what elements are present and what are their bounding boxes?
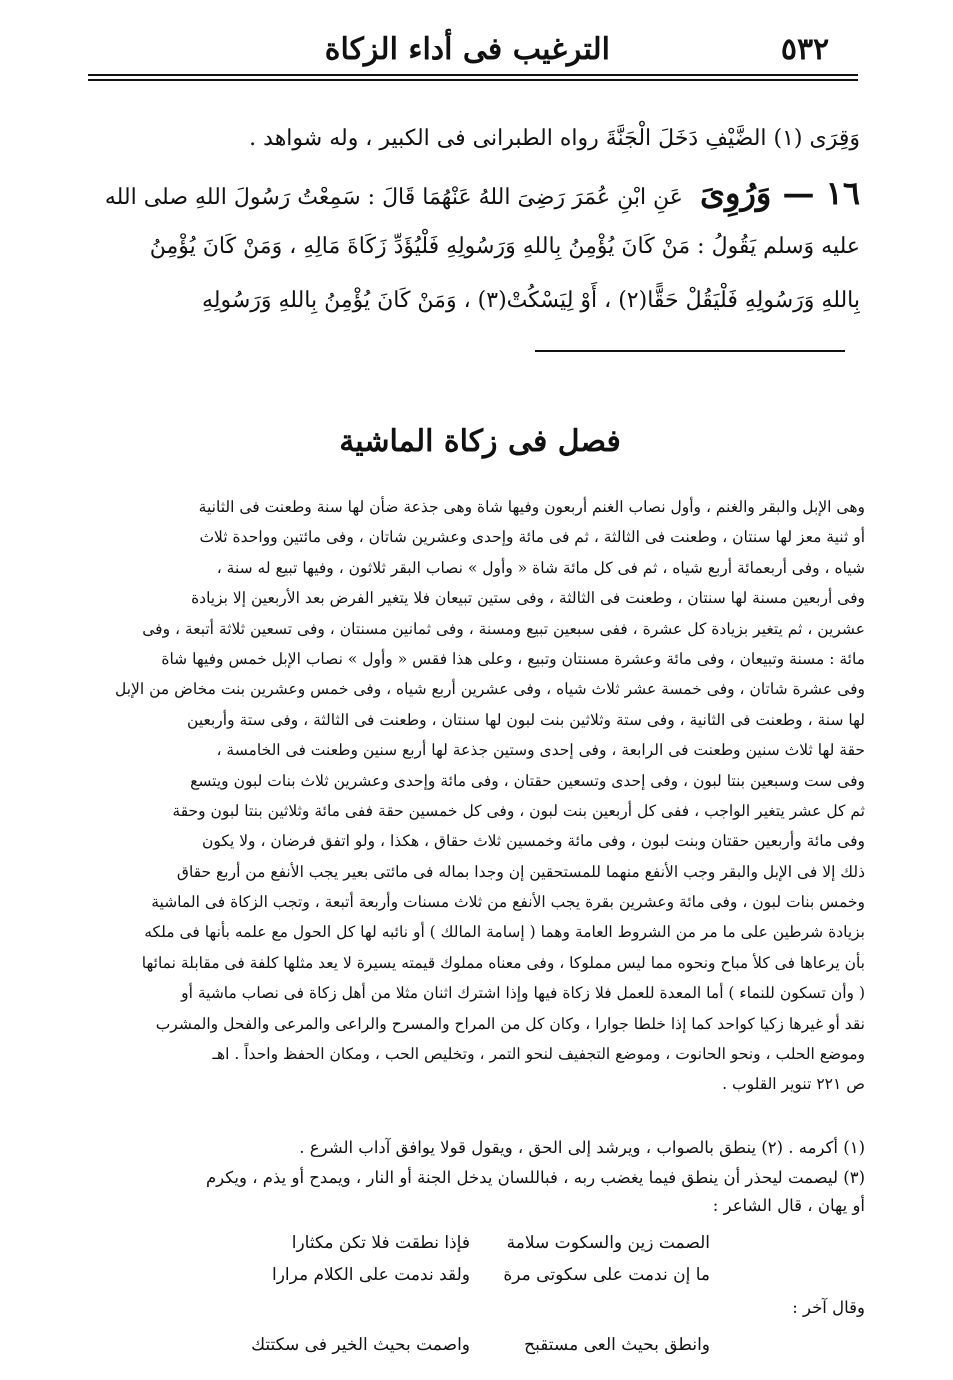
poem-verse-right: وانطق بحيث العى مستقبح bbox=[524, 1335, 710, 1355]
notes-line: بأن يرعاها فى كلأ مباح ونحوه مما ليس مملوكا ، وفى معناه مملوك قيمته يسيرة لا يعد مثلها كلفة فى مقابلة نمائها bbox=[141, 953, 865, 972]
notes-line: ( وأن تسكون للنماء ) أما المعدة للعمل فلا زكاة فيها وإذا اشترك اثنان مثلا من أهل زكاة فى نصاب ماشية أو bbox=[181, 984, 865, 1003]
notes-line: أو ثنية معز لها سنتان ، وطعنت فى الثالثة ، ثم فى مائة وإحدى وعشرين شاتان ، وفى مائتين وواحدة ثلاث bbox=[199, 528, 865, 547]
notes-line: وفى عشرة شاتان ، وفى خمسة عشر ثلاث شياه ، وفى عشرين أربع شياه ، وفى خمس وعشرين بنت مخاض من الإبل bbox=[115, 680, 865, 699]
another-poet-label: وقال آخر : bbox=[792, 1298, 865, 1317]
notes-line: شياه ، وفى أربعمائة أربع شياه ، ثم فى كل مائة شاة « وأول » نصاب البقر ثلاثون ، وفيها تبيع له سنة ، bbox=[216, 558, 865, 577]
footnote-3: (٣) ليصمت ليحذر أن ينطق فيما يغضب ربه ، فباللسان يدخل الجنة أو النار ، ويمدح أو يذم ، ويكرم bbox=[205, 1168, 865, 1187]
poem-verse-left: فإذا نطقت فلا تكن مكثارا bbox=[291, 1233, 470, 1253]
poem-verse-left: واصمت بحيث الخير فى سكتتك bbox=[251, 1335, 470, 1355]
notes-line: عشرين ، ثم يتغير بزيادة كل عشرة ، ففى سبعين تبيع ومسنة ، وفى ثمانين مسنتان ، وفى تسعين ثلاثة أتبعة ، وفى bbox=[142, 619, 865, 638]
page-number: ٥٣٢ bbox=[780, 32, 830, 67]
hadith-block bbox=[100, 112, 860, 328]
notes-line: مائة : مسنة وتبيعان ، وفى مائة وعشرة مسنتان وتبيع ، وعلى هذا فقس « وأول » نصاب الإبل خمس وفيها شاة bbox=[161, 649, 865, 668]
section-title: فصل فى زكاة الماشية bbox=[339, 424, 621, 459]
hadith-line: بِاللهِ وَرَسُولِهِ فَلْيَقُلْ حَقًّا(٢) ، أَوْ لِيَسْكُتْ(٣) ، وَمَنْ كَانَ يُؤْمِنُ بِاللهِ وَرَسُولِهِ bbox=[201, 288, 860, 313]
notes-line: لها سنة ، وطعنت فى الثانية ، وفى ستة وثلاثين بنت لبون لها سنتان ، وطعنت فى الثالثة ، وفى ستة وأربعين bbox=[187, 710, 865, 729]
notes-line: ذلك إلا فى الإبل والبقر وجب الأنفع منهما للمستحقين إن وجدا بماله فى مائتى بعير يجب الأنفع من أربع حقاق bbox=[176, 862, 865, 881]
poem-verse-right: ما إن ندمت على سكوتى مرة bbox=[503, 1265, 710, 1285]
hadith-line: وَقِرَى (١) الضَّيْفِ دَخَلَ الْجَنَّةَ رواه الطبرانى فى الكبير ، وله شواهد . bbox=[249, 126, 860, 151]
running-title: الترغيب فى أداء الزكاة bbox=[324, 32, 610, 67]
footnote-3-continued: أو يهان ، قال الشاعر : bbox=[712, 1196, 865, 1215]
notes-line: نقد أو غيرها زكيا كواحد كما إذا خلطا جوارا ، وكان كل من المراح والمسرح والراعى والمرعى والفحل والمشرب bbox=[155, 1014, 865, 1033]
notes-line: وفى ست وسبعين بنتا لبون ، وفى إحدى وتسعين حقتان ، وفى مائة وإحدى وعشرين ثلاث بنات لبون ويتسع bbox=[190, 771, 865, 790]
notes-line: حقة لها ثلاث سنين وطعنت فى الرابعة ، وفى إحدى وستين جذعة لها أربع سنين وطعنت فى الخامسة ، bbox=[216, 741, 865, 760]
notes-line: وهى الإبل والبقر والغنم ، وأول نصاب الغنم أربعون وفيها شاة وهى جذعة ضأن لها سنة وطعنت فى الثانية bbox=[198, 498, 865, 516]
notes-block bbox=[95, 492, 865, 1100]
hadith-number: ١٦ — وَرُوِىَ bbox=[699, 174, 860, 212]
notes-line: ثم كل عشر يتغير الواجب ، ففى كل أربعين بنت لبون ، وفى كل خمسين حقة ففى مائة وثلاثين بنتا لبون وحقة bbox=[172, 801, 865, 820]
hadith-line bbox=[100, 166, 860, 220]
notes-line: وفى مائة وأربعين حقتان وبنت لبون ، وفى مائة وخمسين ثلاث حقاق ، هكذا ، ولو اتفق فرضان ، ولا يكون bbox=[202, 832, 865, 851]
notes-line: وموضع الحلب ، ونحو الحانوت ، وموضع التجفيف لنحو التمر ، وتخليص الحب ، ومكان الحفظ واحداً . اهـ bbox=[212, 1045, 865, 1064]
header-rule-bottom bbox=[88, 79, 858, 81]
notes-line: ص ٢٢١ تنوير القلوب . bbox=[722, 1075, 865, 1094]
hadith-line: عليه وَسلم يَقُولُ : مَنْ كَانَ يُؤْمِنُ بِاللهِ وَرَسُولِهِ فَلْيُؤَدِّ زَكَاةَ مَالِهِ ، وَمَنْ كَانَ يُؤْمِنُ bbox=[149, 234, 860, 259]
footnote-1-2: (١) أكرمه . (٢) ينطق بالصواب ، ويرشد إلى الحق ، ويقول قولا يوافق آداب الشرع . bbox=[299, 1138, 865, 1157]
header-rule-top bbox=[88, 74, 858, 76]
notes-line: بزيادة شرطين على ما مر من الشروط العامة وهما ( إسامة المالك ) أو نائبه لها كل الحول مع علمه بأنها فى ملكه bbox=[144, 923, 865, 942]
poem-verse-right: الصمت زين والسكوت سلامة bbox=[506, 1233, 710, 1253]
notes-line: وخمس بنات لبون ، وفى مائة وعشرين بقرة يجب الأنفع من ثلاث مسنات وأربعة أتبعة ، وتجب الزكاة فى الماشية bbox=[151, 893, 865, 912]
section-separator bbox=[535, 350, 845, 352]
poem-verse-left: ولقد ندمت على الكلام مرارا bbox=[271, 1265, 470, 1285]
notes-line: وفى أربعين مسنة لها سنتان ، وطعنت فى الثالثة ، وفى ستين تبيعان فلا يتغير الفرض بعد الأربعين إلا بزيادة bbox=[191, 589, 865, 608]
hadith-line-text: عَنِ ابْنِ عُمَرَ رَضِىَ اللهُ عَنْهُمَا قَالَ : سَمِعْتُ رَسُولَ اللهِ صلى الله bbox=[104, 185, 683, 210]
